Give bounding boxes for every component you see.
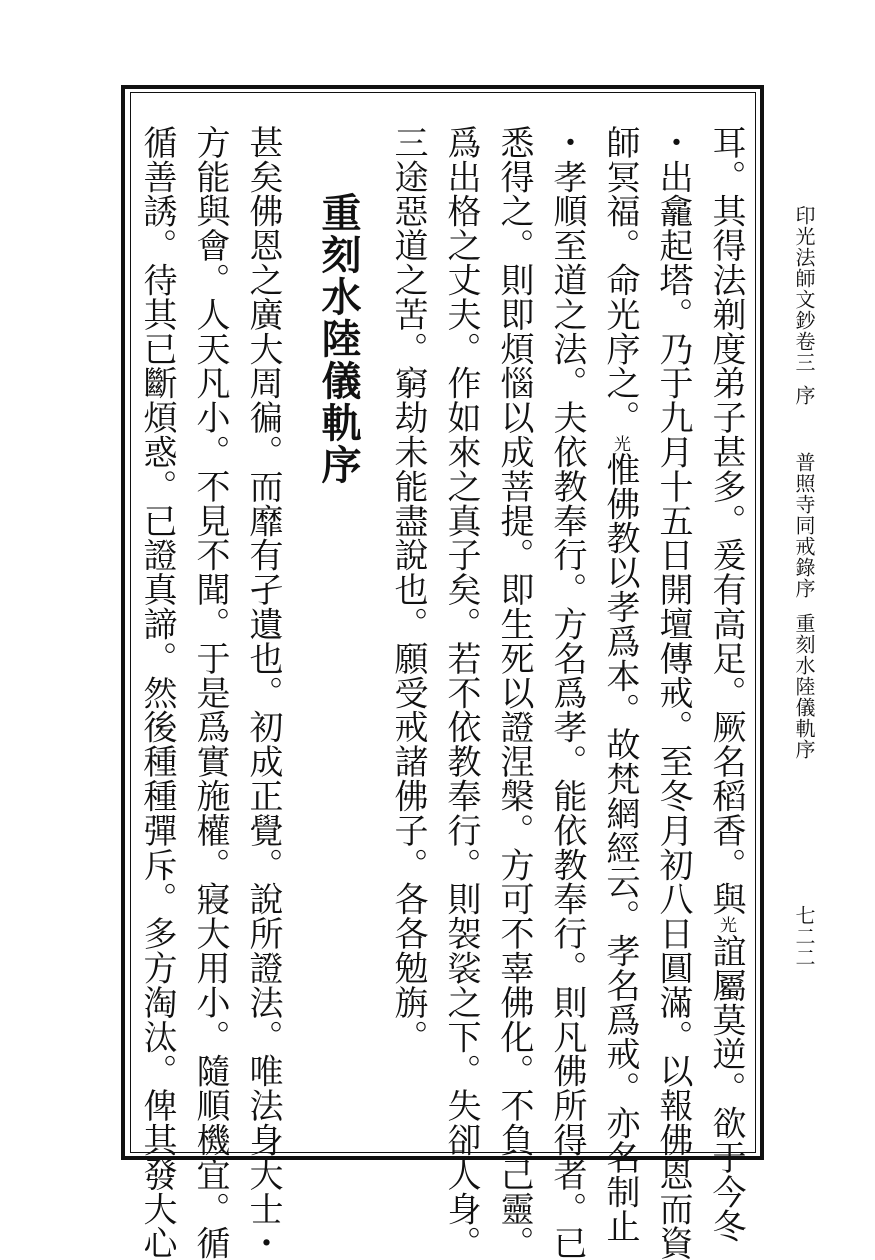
running-header-book-title: 印光法師文鈔卷三 — [792, 205, 816, 373]
text-column: 耳。其得法剃度弟子甚多。爰有高足。厥名稻香。與光誼屬莫逆。欲于今冬 — [706, 125, 746, 1244]
text-column: ・出龕起塔。乃于九月十五日開壇傳戒。至冬月初八日圓滿。以報佛恩而資 — [653, 125, 693, 1260]
text-column: 甚矣佛恩之廣大周徧。而靡有孑遺也。初成正覺。說所證法。唯法身大士・ — [243, 125, 283, 1260]
running-header-section: 序 — [792, 385, 816, 406]
text-column: 三途惡道之苦。窮劫未能盡說也。願受戒諸佛子。各各勉旃。 — [388, 125, 428, 1054]
text-column: 師冥福。命光序之。光惟佛教以孝爲本。故梵網經云。孝名爲戒。亦名制止 — [600, 125, 640, 1244]
text-column: ・孝順至道之法。夫依教奉行。方名爲孝。能依教奉行。則凡佛所得者。已 — [547, 125, 587, 1260]
text-column: 方能與會。人天凡小。不見不聞。于是爲實施權。寢大用小。隨順機宜。循 — [190, 125, 230, 1260]
small-self-reference: 光 — [610, 434, 630, 453]
small-self-reference: 光 — [716, 916, 736, 934]
text-column: 循善誘。待其已斷煩惑。已證真諦。然後種種彈斥。多方淘汰。俾其發大心 — [137, 125, 177, 1260]
running-header-entry: 普照寺同戒錄序 — [792, 452, 816, 599]
text-column: 悉得之。則即煩惱以成菩提。即生死以證涅槃。方可不辜佛化。不負己靈。 — [494, 125, 534, 1260]
running-header-entry-2: 重刻水陸儀軌序 — [792, 613, 816, 760]
article-title: 重刻水陸儀軌序 — [315, 192, 362, 486]
page-number: 七二二 — [792, 905, 816, 968]
text-column: 爲出格之丈夫。作如來之真子矣。若不依教奉行。則袈裟之下。失卻人身。 — [441, 125, 481, 1260]
